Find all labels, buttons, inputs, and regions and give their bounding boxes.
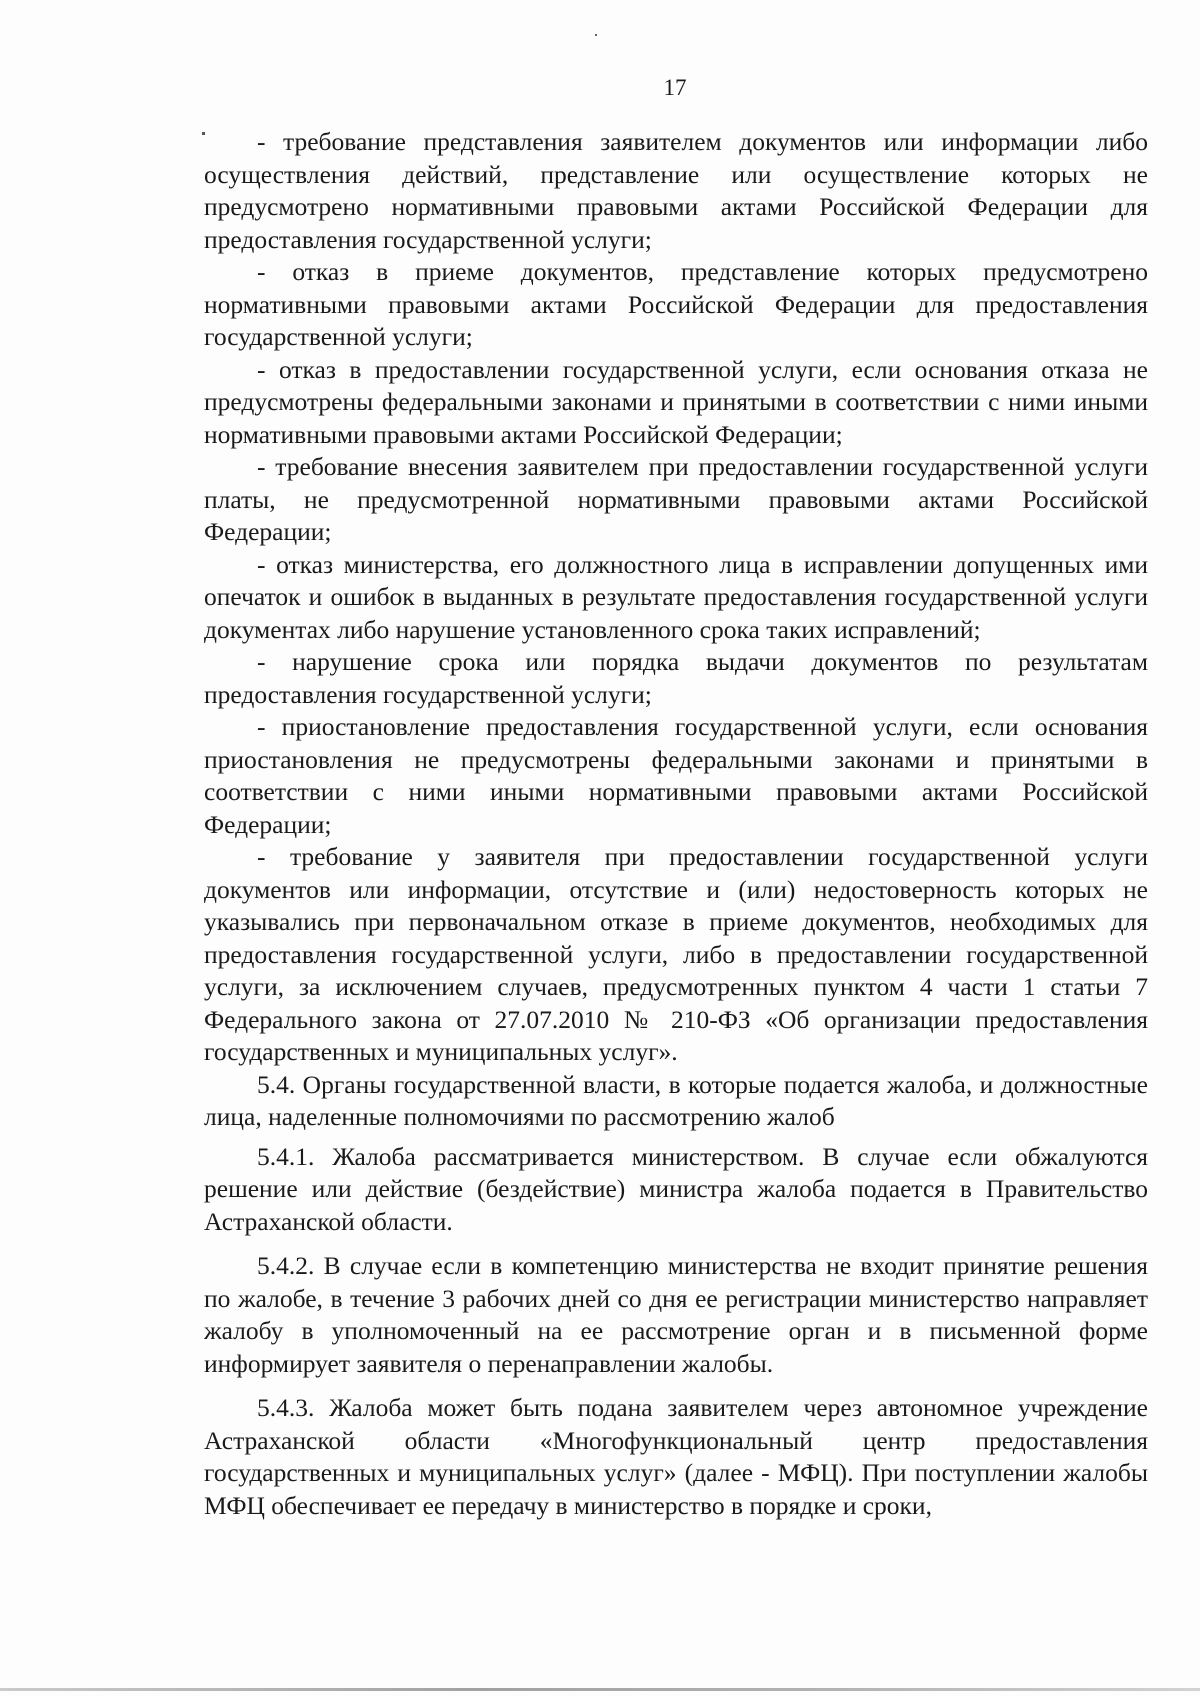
scan-artifact — [595, 34, 597, 36]
paragraph-fee-requirement: - требование внесения заявителем при предоставлении государственной услуги платы, не предусмотренной нормативными правовыми актами Российской Федерации; — [204, 452, 1148, 546]
document-body — [204, 126, 1148, 1522]
paragraph-refusal-acceptance: - отказ в приеме документов, представление которых предусмотрено нормативными правовыми актами Российской Федерации для предоставления государственной услуги; — [204, 257, 1148, 351]
paragraph-section-5-4-2: 5.4.2. В случае если в компетенцию министерства не входит принятие решения по жалобе, в течение 3 рабочих дней со дня ее регистрации министерство направляет жалобу в уполномоченный на ее рассмотрение орган и в письменной форме информирует заявителя о перенаправлении жалобы. — [204, 1251, 1148, 1378]
paragraph-suspension: - приостановление предоставления государственной услуги, если основания приостановления не предусмотрены федеральными законами и принятыми в соответствии с ними иными нормативными правовыми актами Российской Федерации; — [204, 712, 1148, 839]
paragraph-section-5-4-1: 5.4.1. Жалоба рассматривается министерством. В случае если обжалуются решение или действие (бездействие) министра жалоба подается в Правительство Астраханской области. — [204, 1141, 1148, 1236]
page-number: 17 — [663, 75, 687, 100]
paragraph-requirement-documents: - требование представления заявителем документов или информации либо осуществления действий, представление или осуществление которых не предусмотрено нормативными правовыми актами Российской Федерации для предоставления государственной услуги; — [204, 127, 1148, 254]
paragraph-section-5-4-3: 5.4.3. Жалоба может быть подана заявителем через автономное учреждение Астраханской области «Многофункциональный центр предоставления государственных и муниципальных услуг» (далее - МФЦ). При поступлении жалобы МФЦ обеспечивает ее передачу в министерство в порядке и сроки, — [204, 1393, 1148, 1520]
paragraph-refusal-service: - отказ в предоставлении государственной услуги, если основания отказа не предусмотрены федеральными законами и принятыми в соответствии с ними иными нормативными правовыми актами Российской Федерации; — [204, 354, 1148, 449]
paragraph-section-5-4: 5.4. Органы государственной власти, в которые подается жалоба, и должностные лица, наделенные полномочиями по рассмотрению жалоб — [204, 1069, 1148, 1131]
scan-bottom-edge — [0, 1688, 1200, 1691]
paragraph-missing-documents: - требование у заявителя при предоставлении государственной услуги документов или информации, отсутствие и (или) недостоверность которых не указывались при первоначальном отказе в приеме документов, необходимых для предоставления государственной услуги, либо в предоставлении государственной услуги, за исключением случаев, предусмотренных пунктом 4 части 1 статьи 7 Федерального закона от 27.07.2010 № 210-ФЗ «Об организации предоставления государственных и муниципальных услуг». — [204, 842, 1148, 1066]
paragraph-correction-refusal: - отказ министерства, его должностного лица в исправлении допущенных ими опечаток и ошибок в выданных в результате предоставления государственной услуги документах либо нарушение установленного срока таких исправлений; — [204, 549, 1148, 644]
paragraph-deadline-violation: - нарушение срока или порядка выдачи документов по результатам предоставления государственной услуги; — [204, 647, 1148, 709]
